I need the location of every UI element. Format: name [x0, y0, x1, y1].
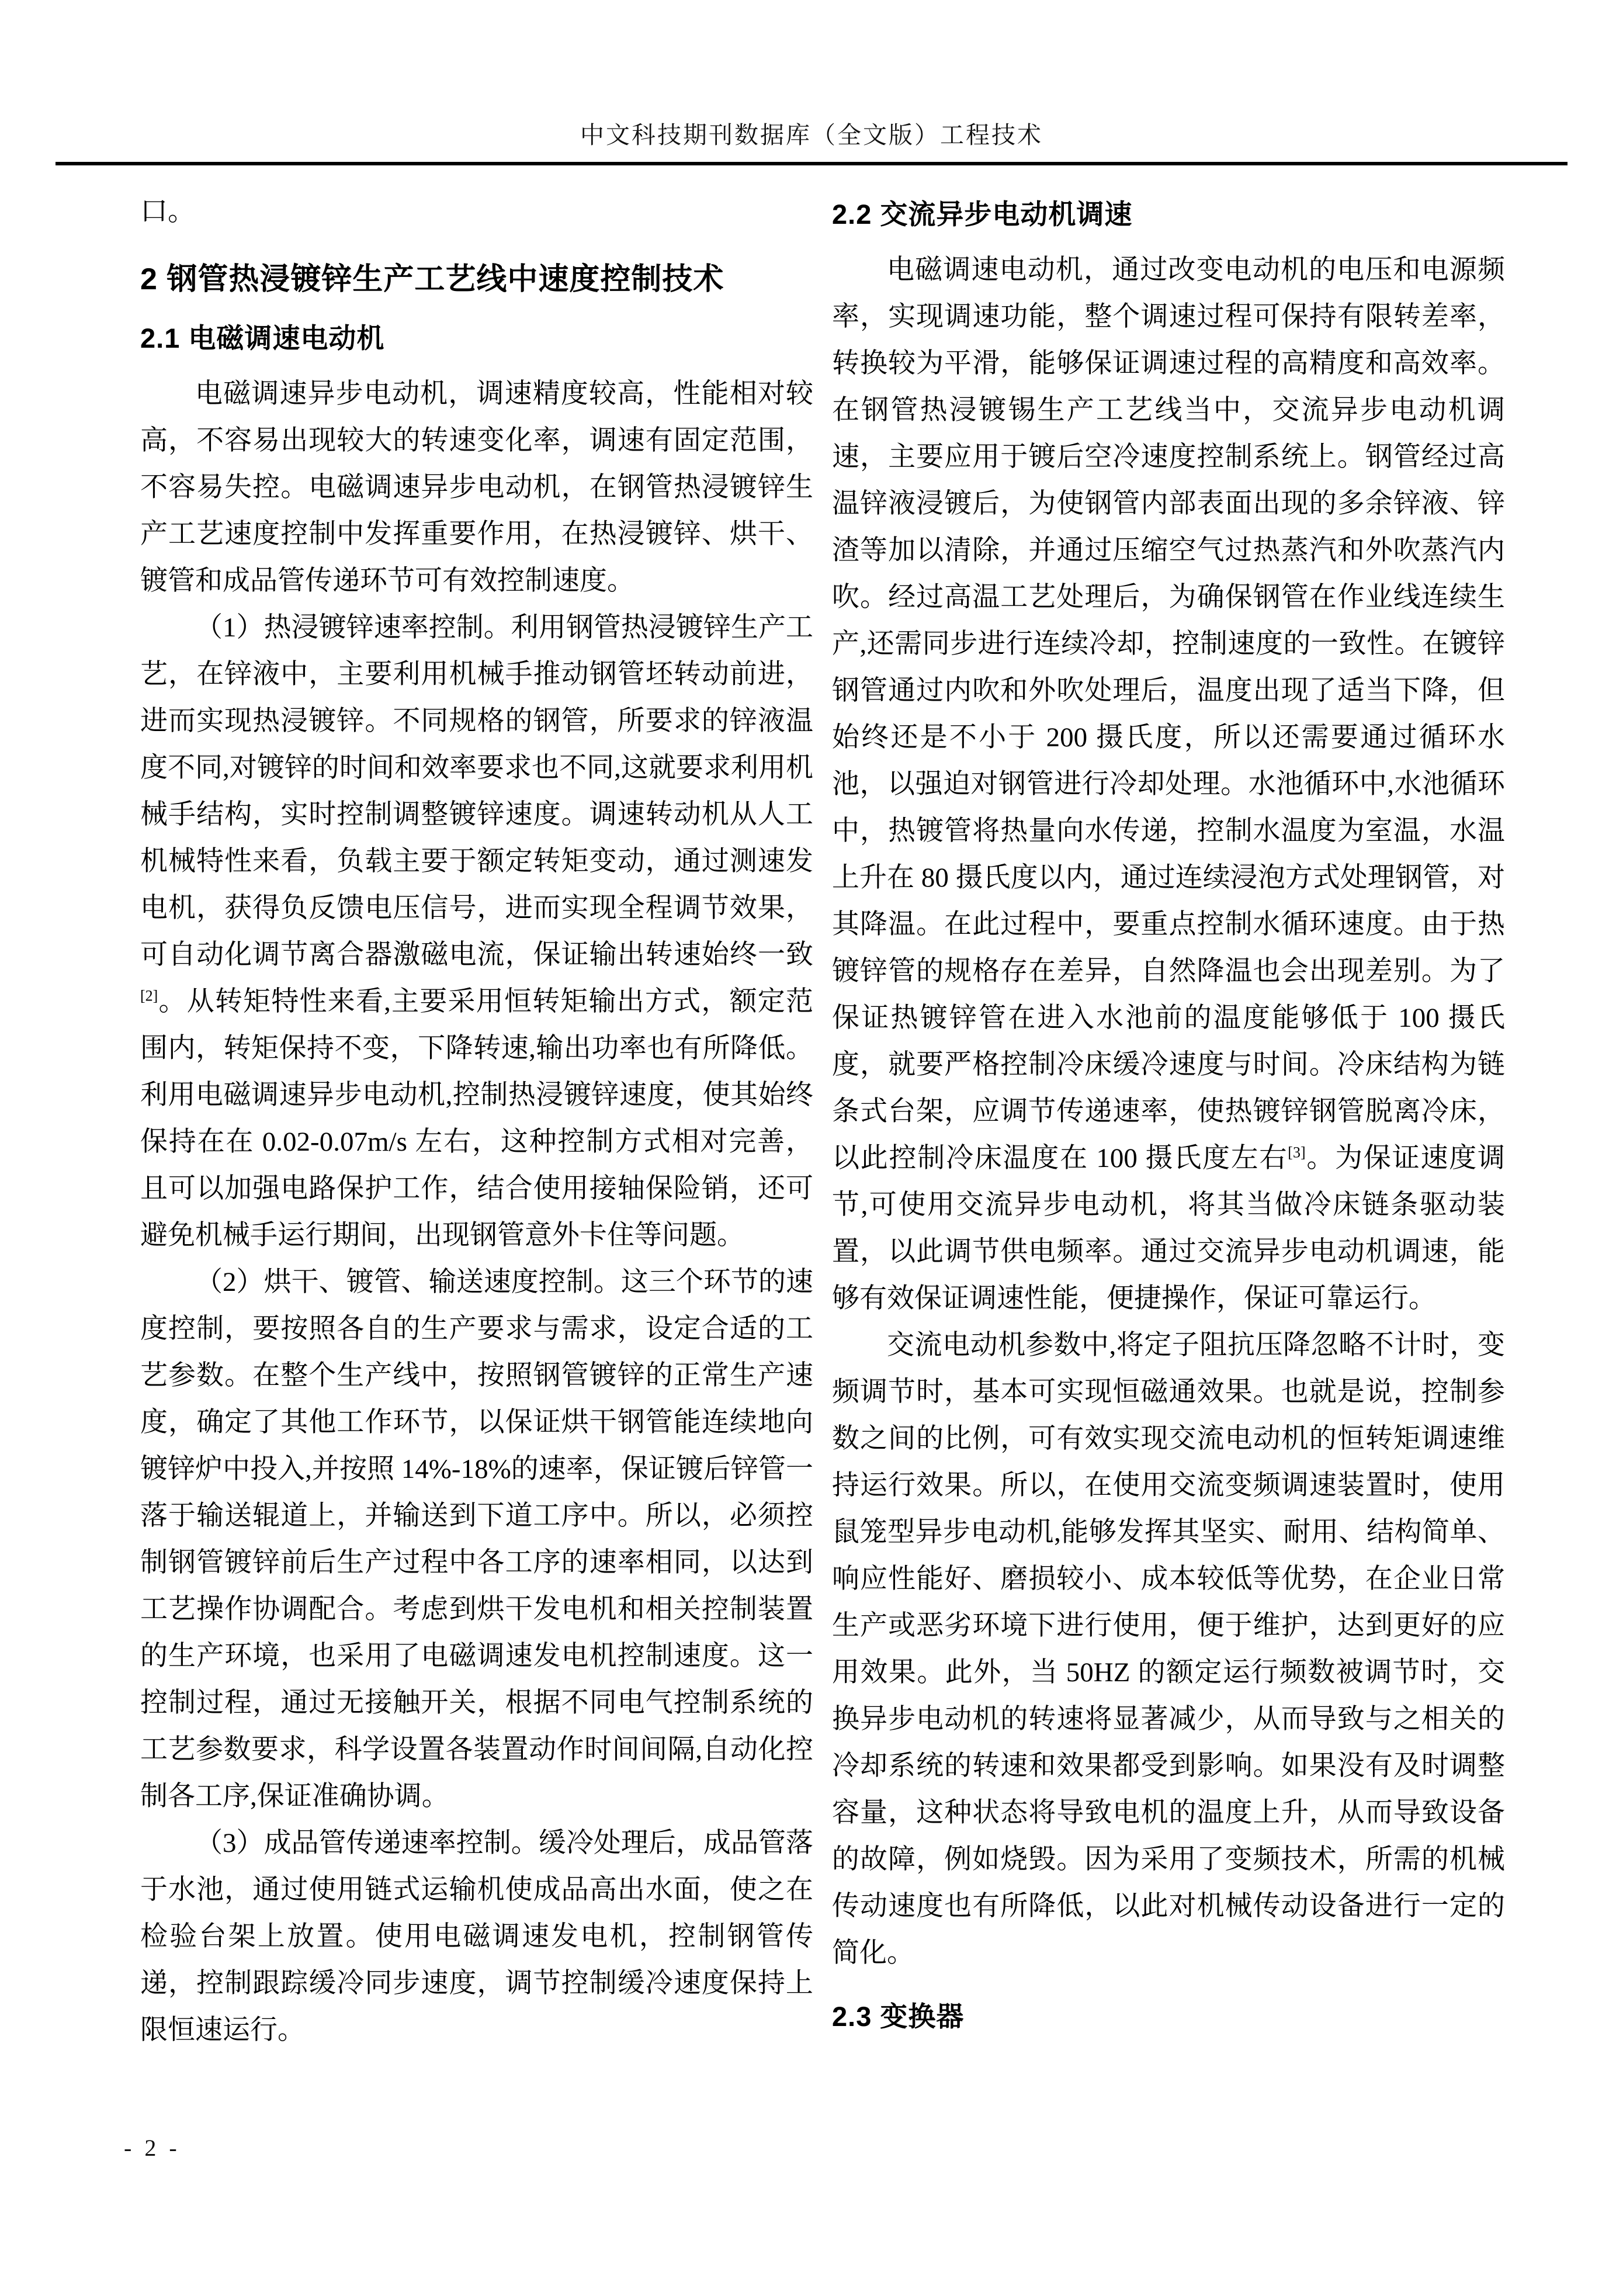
- right-column: [832, 188, 1505, 2049]
- paragraph-text: 电磁调速电动机，通过改变电动机的电压和电源频率，实现调速功能，整个调速过程可保持有限转差率，转换较为平滑，能够保证调速过程的高精度和高效率。在钢管热浸镀锡生产工艺线当中，交流异步电动机调速，主要应用于镀后空冷速度控制系统上。钢管经过高温锌液浸镀后，为使钢管内部表面出现的多余锌液、锌渣等加以清除，并通过压缩空气过热蒸汽和外吹蒸汽内吹。经过高温工艺处理后，为确保钢管在作业线连续生产,还需同步进行连续冷却，控制速度的一致性。在镀锌钢管通过内吹和外吹处理后，温度出现了适当下降，但始终还是不小于 200 摄氏度，所以还需要通过循环水池，以强迫对钢管进行冷却处理。水池循环中,水池循环中，热镀管将热量向水传递，控制水温度为室温，水温上升在 80 摄氏度以内，通过连续浸泡方式处理钢管，对其降温。在此过程中，要重点控制水循环速度。由于热镀锌管的规格存在差异，自然降温也会出现差别。为了保证热镀锌管在进入水池前的温度能够低于 100 摄氏度，就要严格控制冷床缓冷速度与时间。冷床结构为链条式台架，应调节传递速率，使热镀锌钢管脱离冷床，以此控制冷床温度在 100 摄氏度左右: [832, 255, 1505, 1173]
- page-number: - 2 -: [124, 2135, 181, 2161]
- paragraph-text: 。从转矩特性来看,主要采用恒转矩输出方式，额定范围内，转矩保持不变，下降转速,输出功率也有所降低。利用电磁调速异步电动机,控制热浸镀锌速度，使其始终保持在在 0.02-0.07m/s 左右，这种控制方式相对完善，且可以加强电路保护工作，结合使用接轴保险销，还可避免机械手运行期间，出现钢管意外卡住等问题。: [140, 986, 813, 1251]
- citation-ref-3: [3]: [1288, 1144, 1306, 1161]
- paragraph-finished-pipe-transfer: （3）成品管传递速率控制。缓冷处理后，成品管落于水池，通过使用链式运输机使成品高出水面，使之在检验台架上放置。使用电磁调速发电机，控制钢管传递，控制跟踪缓冷同步速度，调节控制缓冷速度保持上限恒速运行。: [140, 1828, 813, 2045]
- paragraph-electromagnetic-motor-intro: 电磁调速异步电动机，调速精度较高，性能相对较高，不容易出现较大的转速变化率，调速有固定范围，不容易失控。电磁调速异步电动机，在钢管热浸镀锌生产工艺速度控制中发挥重要作用，在热浸镀锌、烘干、镀管和成品管传递环节可有效控制速度。: [140, 379, 813, 596]
- carryover-text-fragment: 口。: [140, 196, 195, 227]
- left-column: [140, 188, 813, 2053]
- section-2-heading: 2 钢管热浸镀锌生产工艺线中速度控制技术: [140, 262, 724, 296]
- paragraph-text: （1）热浸镀锌速率控制。利用钢管热浸镀锌生产工艺，在锌液中，主要利用机械手推动钢管坯转动前进，进而实现热浸镀锌。不同规格的钢管，所要求的锌液温度不同,对镀锌的时间和效率要求也不同,这就要求利用机械手结构，实时控制调整镀锌速度。调速转动机从人工机械特性来看，负载主要于额定转矩变动，通过测速发电机，获得负反馈电压信号，进而实现全程调节效果，可自动化调节离合器激磁电流，保证输出转速始终一致: [140, 612, 813, 970]
- section-2-1-heading: 2.1 电磁调速电动机: [140, 323, 385, 354]
- paragraph-ac-async-motor-speed: [832, 247, 1505, 1322]
- section-2-2-heading: 2.2 交流异步电动机调速: [832, 199, 1133, 230]
- header-rule: [56, 162, 1567, 165]
- paragraph-ac-motor-parameters: 交流电动机参数中,将定子阻抗压降忽略不计时，变频调节时，基本可实现恒磁通效果。也就是说，控制参数之间的比例，可有效实现交流电动机的恒转矩调速维持运行效果。所以，在使用交流变频调速装置时，使用鼠笼型异步电动机,能够发挥其坚实、耐用、结构简单、响应性能好、磨损较小、成本较低等优势，在企业日常生产或恶劣环境下进行使用，便于维护，达到更好的应用效果。此外，当 50HZ 的额定运行频数被调节时，交换异步电动机的转速将显著减少，从而导致与之相关的冷却系统的转速和效果都受到影响。如果没有及时调整容量，这种状态将导致电机的温度上升，从而导致设备的故障，例如烧毁。因为采用了变频技术，所需的机械传动速度也有所降低，以此对机械传动设备进行一定的简化。: [832, 1330, 1505, 1968]
- paragraph-drying-plating-conveying: （2）烘干、镀管、输送速度控制。这三个环节的速度控制，要按照各自的生产要求与需求，设定合适的工艺参数。在整个生产线中，按照钢管镀锌的正常生产速度，确定了其他工作环节，以保证烘干钢管能连续地向镀锌炉中投入,并按照 14%-18%的速率，保证镀后锌管一落于输送辊道上，并输送到下道工序中。所以，必须控制钢管镀锌前后生产过程中各工序的速率相同，以达到工艺操作协调配合。考虑到烘干发电机和相关控制装置的生产环境，也采用了电磁调速发电机控制速度。这一控制过程，通过无接触开关，根据不同电气控制系统的工艺参数要求，科学设置各装置动作时间间隔,自动化控制各工序,保证准确协调。: [140, 1267, 813, 1812]
- citation-ref-2: [2]: [140, 987, 158, 1005]
- paragraph-galvanizing-speed-control: [140, 604, 813, 1259]
- section-2-3-heading: 2.3 变换器: [832, 2001, 965, 2032]
- journal-header-title: 中文科技期刊数据库（全文版）工程技术: [580, 122, 1043, 148]
- paragraph-text: 。为保证速度调节,可使用交流异步电动机，将其当做冷床链条驱动装置，以此调节供电频率。通过交流异步电动机调速，能够有效保证调速性能，便捷操作，保证可靠运行。: [832, 1143, 1506, 1314]
